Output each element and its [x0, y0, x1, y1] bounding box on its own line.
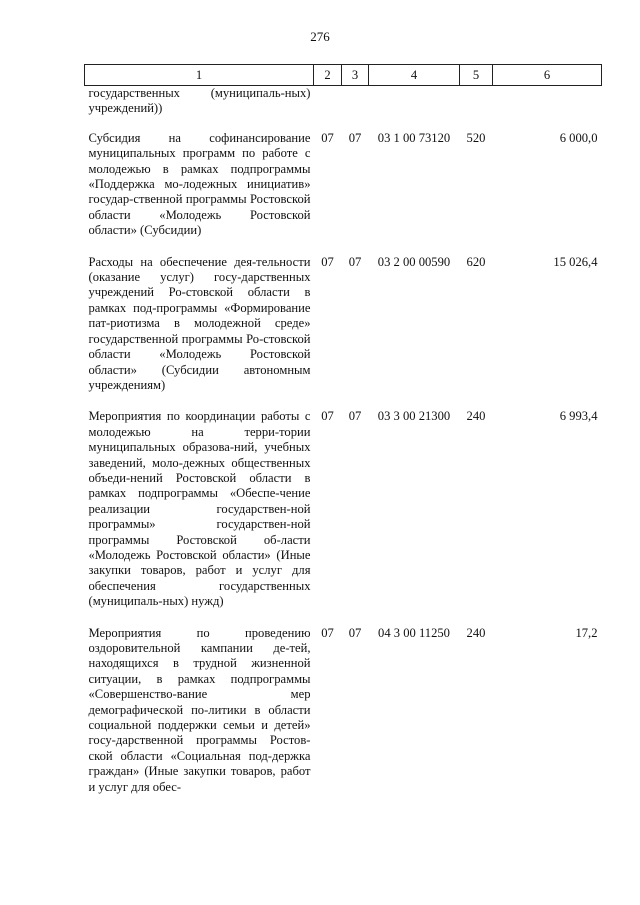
row-expense-type: 520 — [466, 130, 486, 145]
row-target-code: 03 2 00 00590 — [377, 254, 451, 269]
row-amount — [493, 86, 602, 131]
row-section — [314, 86, 342, 131]
row-expense-type: 620 — [466, 254, 486, 269]
page-number: 276 — [310, 29, 330, 44]
row-target-code — [369, 86, 460, 131]
row-amount: 17,2 — [575, 625, 598, 640]
table-row — [85, 255, 602, 410]
header-col-1: 1 — [85, 65, 314, 86]
header-col-5: 5 — [460, 65, 493, 86]
row-subsection — [342, 86, 369, 131]
row-description: Субсидия на софинансирование муниципальных программ по работе с молодежью в рамках подпрограммы «Поддержка мо-лодежных инициатив» государ-ственной программы Ростовской области «Молодежь Ростовской области» (Субсидии) — [88, 130, 311, 238]
table-row — [85, 626, 602, 811]
header-col-2: 2 — [314, 65, 342, 86]
row-subsection: 07 — [348, 254, 362, 269]
row-subsection: 07 — [348, 625, 362, 640]
row-target-code: 03 1 00 73120 — [377, 130, 451, 145]
row-description: Мероприятия по координации работы с молодежью на терри-тории муниципальных образова-ний, учебных заведений, моло-дежных общественных объеди-нений Ростовской области в рамках подпрограммы «Обеспе-чение реализации государствен-ной программы» государствен-ной программы Ростовской об-ласти «Молодежь Ростовской области» (Иные закупки товаров, работ и услуг для обеспечения государственных (муниципаль-ных) нужд) — [88, 409, 311, 609]
row-section: 07 — [321, 409, 334, 424]
table-row — [85, 409, 602, 625]
table-header-row — [85, 65, 602, 86]
row-target-code: 04 3 00 11250 — [378, 625, 450, 640]
row-section: 07 — [321, 254, 334, 269]
row-section: 07 — [321, 130, 334, 145]
table-row — [85, 131, 602, 255]
row-target-code: 03 3 00 21300 — [377, 409, 451, 424]
budget-table — [84, 64, 602, 811]
header-col-6: 6 — [493, 65, 602, 86]
row-amount: 6 000,0 — [559, 130, 598, 145]
row-amount: 15 026,4 — [553, 254, 598, 269]
row-subsection: 07 — [348, 409, 362, 424]
header-col-4: 4 — [369, 65, 460, 86]
row-expense-type: 240 — [466, 625, 486, 640]
row-expense-type: 240 — [466, 409, 486, 424]
table-row — [85, 86, 602, 131]
row-description: Мероприятия по проведению оздоровительной кампании де-тей, находящихся в трудной жизненной ситуации, в рамках подпрограммы «Совершенство-вание мер демографической по-литики в области социальной поддержки семьи и детей» госу-дарственной программы Ростов-ской области «Социальная под-держка граждан» (Иные закупки товаров, работ и услуг для обес- — [88, 625, 311, 794]
header-col-3: 3 — [342, 65, 369, 86]
row-section: 07 — [321, 625, 334, 640]
row-description: государственных (муниципаль-ных) учреждений)) — [88, 86, 311, 116]
row-description: Расходы на обеспечение дея-тельности (оказание услуг) госу-дарственных учреждений Ро-стовской области в рамках под-программы «Формирование пат-риотизма в молодежной среде» государственной программы Ро-стовской области «Молодежь Ростовской области» (Субсидии автономным учреждениям) — [88, 254, 311, 392]
row-expense-type — [460, 86, 493, 131]
row-amount: 6 993,4 — [559, 409, 598, 424]
row-subsection: 07 — [348, 130, 362, 145]
